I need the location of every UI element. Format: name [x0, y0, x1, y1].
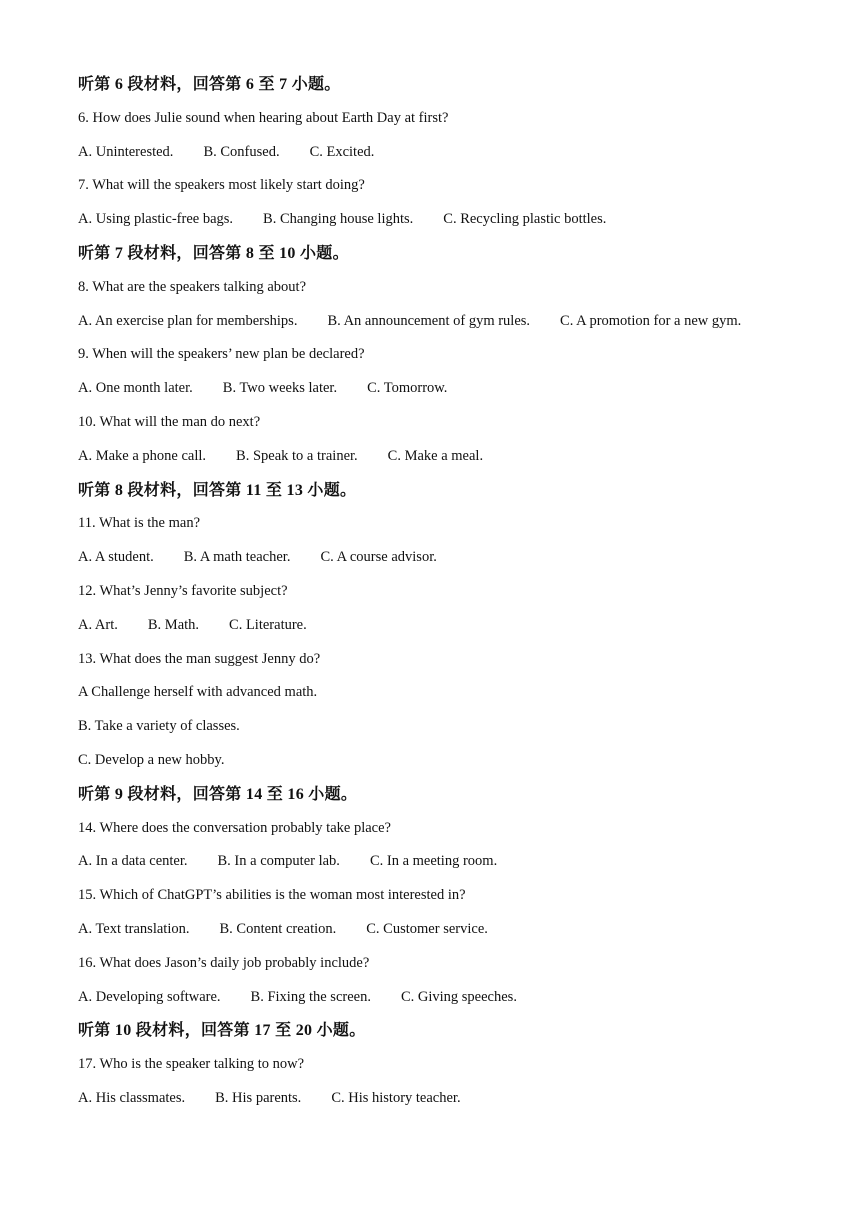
option-c: C. Tomorrow. — [367, 380, 448, 397]
options-row — [78, 305, 818, 339]
option-b: B. Take a variety of classes. — [78, 718, 240, 735]
question-text: 16. What does Jason’s daily job probably include? — [78, 954, 370, 971]
option-b: B. Math. — [147, 616, 200, 633]
options-row — [78, 1082, 818, 1116]
option-b: B. Changing house lights. — [263, 211, 414, 228]
option-b: B. Fixing the screen. — [250, 988, 371, 1005]
section-heading: 听第 10 段材料，回答第 17 至 20 小题。 — [78, 1022, 366, 1040]
options-row — [78, 372, 818, 406]
options-row — [78, 845, 818, 879]
option-c: C. Literature. — [229, 616, 307, 633]
question-text: 12. What’s Jenny’s favorite subject? — [78, 582, 288, 599]
options-row — [78, 440, 818, 474]
option-a: A. Using plastic-free bags. — [78, 211, 234, 228]
option-c: C. A promotion for a new gym. — [560, 312, 742, 329]
option-c: C. In a meeting room. — [369, 853, 498, 870]
question-text: 13. What does the man suggest Jenny do? — [78, 650, 321, 667]
options-row — [78, 981, 818, 1015]
option-b: B. Confused. — [203, 143, 280, 160]
option-a: A. One month later. — [78, 380, 193, 397]
option-b: B. An announcement of gym rules. — [327, 312, 531, 329]
question-text: 9. When will the speakers’ new plan be declared? — [78, 346, 365, 363]
option-b: B. Content creation. — [219, 920, 337, 937]
option-a: A. Make a phone call. — [78, 447, 207, 464]
option-a: A. An exercise plan for memberships. — [78, 312, 298, 329]
section-heading: 听第 8 段材料，回答第 11 至 13 小题。 — [78, 481, 357, 499]
option-b: B. A math teacher. — [183, 549, 291, 566]
options-row — [78, 541, 818, 575]
options-row — [78, 136, 818, 170]
option-b: B. His parents. — [215, 1089, 302, 1106]
options-row — [78, 913, 818, 947]
option-a: A. Developing software. — [78, 988, 221, 1005]
option-a: A. His classmates. — [78, 1089, 186, 1106]
option-b: B. Speak to a trainer. — [236, 447, 358, 464]
option-c: C. Excited. — [309, 143, 375, 160]
option-a: A. Uninterested. — [78, 143, 174, 160]
option-c: C. Develop a new hobby. — [78, 751, 225, 768]
question-text: 15. Which of ChatGPT’s abilities is the woman most interested in? — [78, 887, 466, 904]
question-text: 11. What is the man? — [78, 515, 201, 532]
option-a: A. Text translation. — [78, 920, 190, 937]
question-text: 10. What will the man do next? — [78, 413, 261, 430]
section-heading: 听第 9 段材料，回答第 14 至 16 小题。 — [78, 785, 358, 803]
option-a: A Challenge herself with advanced math. — [78, 684, 318, 701]
exam-page — [78, 68, 818, 1116]
option-a: A. A student. — [78, 549, 154, 566]
section-heading: 听第 7 段材料，回答第 8 至 10 小题。 — [78, 244, 349, 262]
question-text: 17. Who is the speaker talking to now? — [78, 1056, 305, 1073]
option-c: C. Recycling plastic bottles. — [443, 211, 607, 228]
option-c: C. A course advisor. — [320, 549, 437, 566]
option-b: B. Two weeks later. — [222, 380, 338, 397]
question-text: 7. What will the speakers most likely start doing? — [78, 177, 365, 194]
option-c: C. His history teacher. — [331, 1089, 461, 1106]
option-a: A. Art. — [78, 616, 118, 633]
question-text: 14. Where does the conversation probably take place? — [78, 819, 391, 836]
section-heading: 听第 6 段材料，回答第 6 至 7 小题。 — [78, 76, 341, 93]
option-c: C. Make a meal. — [387, 447, 484, 464]
options-row — [78, 609, 818, 643]
option-b: B. In a computer lab. — [217, 853, 340, 870]
options-row — [78, 203, 818, 237]
option-c: C. Customer service. — [366, 920, 488, 937]
question-text: 8. What are the speakers talking about? — [78, 278, 307, 295]
option-c: C. Giving speeches. — [400, 988, 517, 1005]
question-text: 6. How does Julie sound when hearing about Earth Day at first? — [78, 109, 449, 126]
option-a: A. In a data center. — [78, 853, 188, 870]
